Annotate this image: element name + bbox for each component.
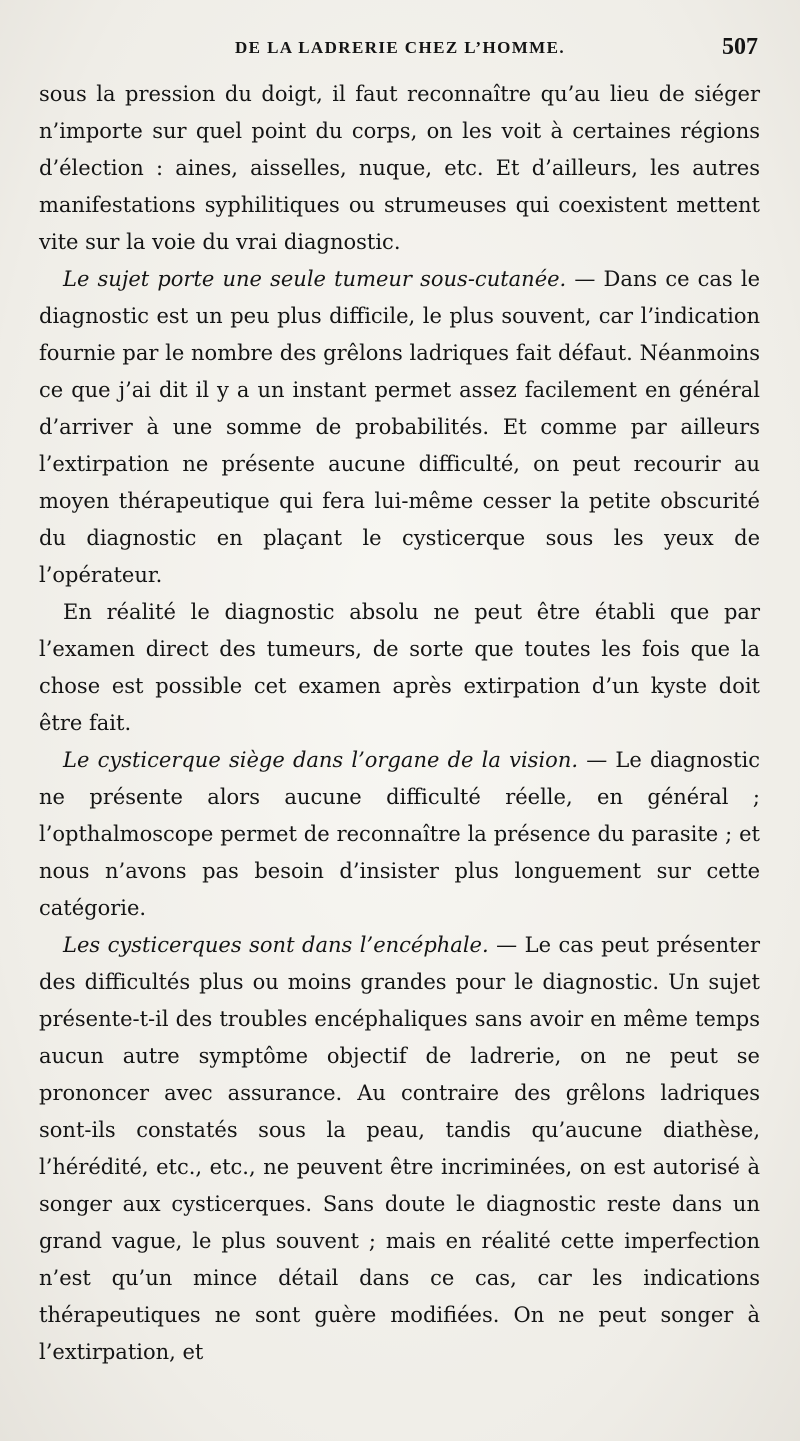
paragraph xyxy=(39,594,760,742)
paragraph xyxy=(39,742,760,927)
running-title: DE LA LADRERIE CHEZ L’HOMME. xyxy=(235,38,565,57)
paragraph-text: En réalité le diagnostic absolu ne peut être établi que par l’examen direct des tumeurs, de sorte que toutes les fois que la chose est possible cet examen après extirpation d’un kyste doit être fait. xyxy=(39,600,760,735)
paragraph-text: — Le cas peut présenter des difficultés plus ou moins grandes pour le diagnostic. Un sujet présente-t-il des troubles encéphaliques sans avoir en même temps aucun autre symptôme objectif de ladrerie, on ne peut se prononcer avec assurance. Au contraire des grêlons ladriques sont-ils constatés sous la peau, tandis qu’aucune diathèse, l’hérédité, etc., etc., ne peuvent être incriminées, on est autorisé à songer aux cysticerques. Sans doute le diagnostic reste dans un grand vague, le plus souvent ; mais en réalité cette imperfection n’est qu’un mince détail dans ce cas, car les indications thérapeutiques ne sont guère modifiées. On ne peut songer à l’extirpation, et xyxy=(39,933,761,1364)
paragraph-lead-heading: Le cysticerque siège dans l’organe de la vision. xyxy=(63,748,579,772)
paragraph-lead-heading: Le sujet porte une seule tumeur sous-cutanée. xyxy=(63,267,567,291)
body-text xyxy=(39,76,760,1371)
paragraph-text: sous la pression du doigt, il faut reconnaître qu’au lieu de siéger n’importe sur quel point du corps, on les voit à certaines régions d’élection : aines, aisselles, nuque, etc. Et d’ailleurs, les autres manifestations syphilitiques ou strumeuses qui coexistent mettent vite sur la voie du vrai diagnostic. xyxy=(39,82,760,254)
paragraph xyxy=(39,76,760,261)
paragraph xyxy=(39,261,760,594)
paragraph-text: — Le diagnostic ne présente alors aucune difficulté réelle, en général ; l’opthalmoscope permet de reconnaître la présence du parasite ; et nous n’avons pas besoin d’insister plus longuement sur cette catégorie. xyxy=(39,748,760,920)
page-number: 507 xyxy=(722,34,758,60)
paragraph-text: — Dans ce cas le diagnostic est un peu plus difficile, le plus souvent, car l’indication fournie par le nombre des grêlons ladriques fait défaut. Néanmoins ce que j’ai dit il y a un instant permet assez facilement en général d’arriver à une somme de probabilités. Et comme par ailleurs l’extirpation ne présente aucune difficulté, on peut recourir au moyen thérapeutique qui fera lui-même cesser la petite obscurité du diagnostic en plaçant le cysticerque sous les yeux de l’opérateur. xyxy=(39,267,760,587)
paragraph-lead-heading: Les cysticerques sont dans l’encéphale. xyxy=(63,933,489,957)
paragraph xyxy=(39,927,760,1371)
page-header xyxy=(40,34,760,68)
